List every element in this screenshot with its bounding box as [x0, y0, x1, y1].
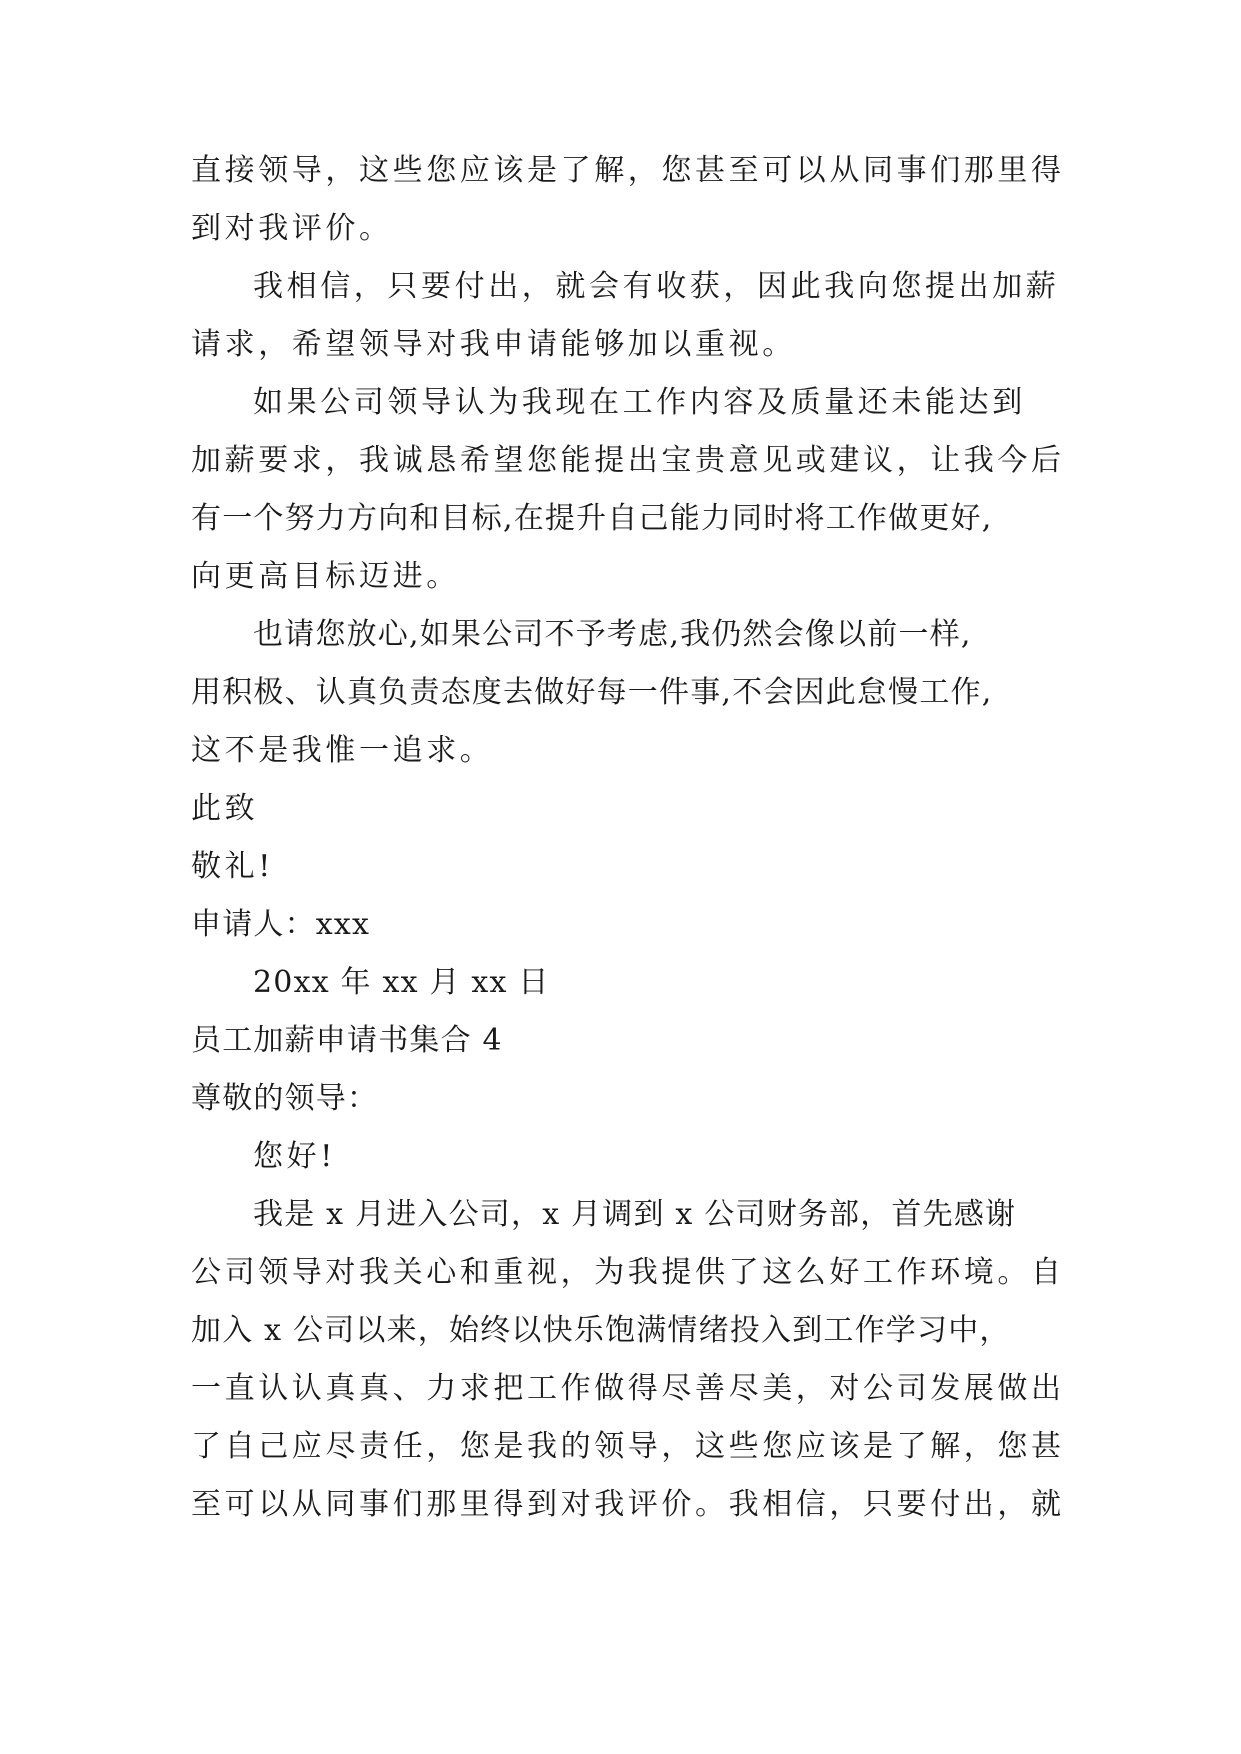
- text-line: 用积极、认真负责态度去做好每一件事,不会因此怠慢工作,: [191, 675, 993, 710]
- text-line: 到对我评价。: [191, 211, 393, 246]
- section-title: 员工加薪申请书集合 4: [191, 1023, 503, 1058]
- text-line: 了自己应尽责任，您是我的领导，这些您应该是了解，您甚: [191, 1429, 1065, 1464]
- paragraph-start-line: 也请您放心,如果公司不予考虑,我仍然会像以前一样,: [253, 617, 972, 652]
- paragraph-start-line: 我是 x 月进入公司，x 月调到 x 公司财务部，首先感谢: [253, 1197, 1017, 1232]
- text-line: 请求，希望领导对我申请能够加以重视。: [191, 327, 796, 362]
- text-line: 这不是我惟一追求。: [191, 733, 494, 768]
- text-line: 加薪要求，我诚恳希望您能提出宝贵意见或建议，让我今后: [191, 443, 1065, 478]
- text-line: 公司领导对我关心和重视，为我提供了这么好工作环境。自: [191, 1255, 1065, 1290]
- text-line: 加入 x 公司以来，始终以快乐饱满情绪投入到工作学习中，: [191, 1313, 1011, 1348]
- applicant-signature: 申请人：xxx: [191, 907, 371, 942]
- text-line: 至可以从同事们那里得到对我评价。我相信，只要付出，就: [191, 1487, 1065, 1522]
- letter-salutation: 尊敬的领导：: [191, 1081, 379, 1116]
- paragraph-start-line: 我相信，只要付出，就会有收获，因此我向您提出加薪: [253, 269, 1060, 304]
- text-line: 向更高目标迈进。: [191, 559, 460, 594]
- paragraph-start-line: 如果公司领导认为我现在工作内容及质量还未能达到: [253, 385, 1026, 420]
- closing-salutation: 此致: [191, 791, 259, 826]
- date-line: 20xx 年 xx 月 xx 日: [253, 965, 550, 1000]
- text-line: 有一个努力方向和目标,在提升自己能力同时将工作做更好,: [191, 501, 993, 536]
- text-line: 一直认认真真、力求把工作做得尽善尽美，对公司发展做出: [191, 1371, 1065, 1406]
- closing-regards: 敬礼!: [191, 849, 274, 884]
- text-line: 直接领导，这些您应该是了解，您甚至可以从同事们那里得: [191, 153, 1065, 188]
- greeting: 您好!: [253, 1139, 336, 1174]
